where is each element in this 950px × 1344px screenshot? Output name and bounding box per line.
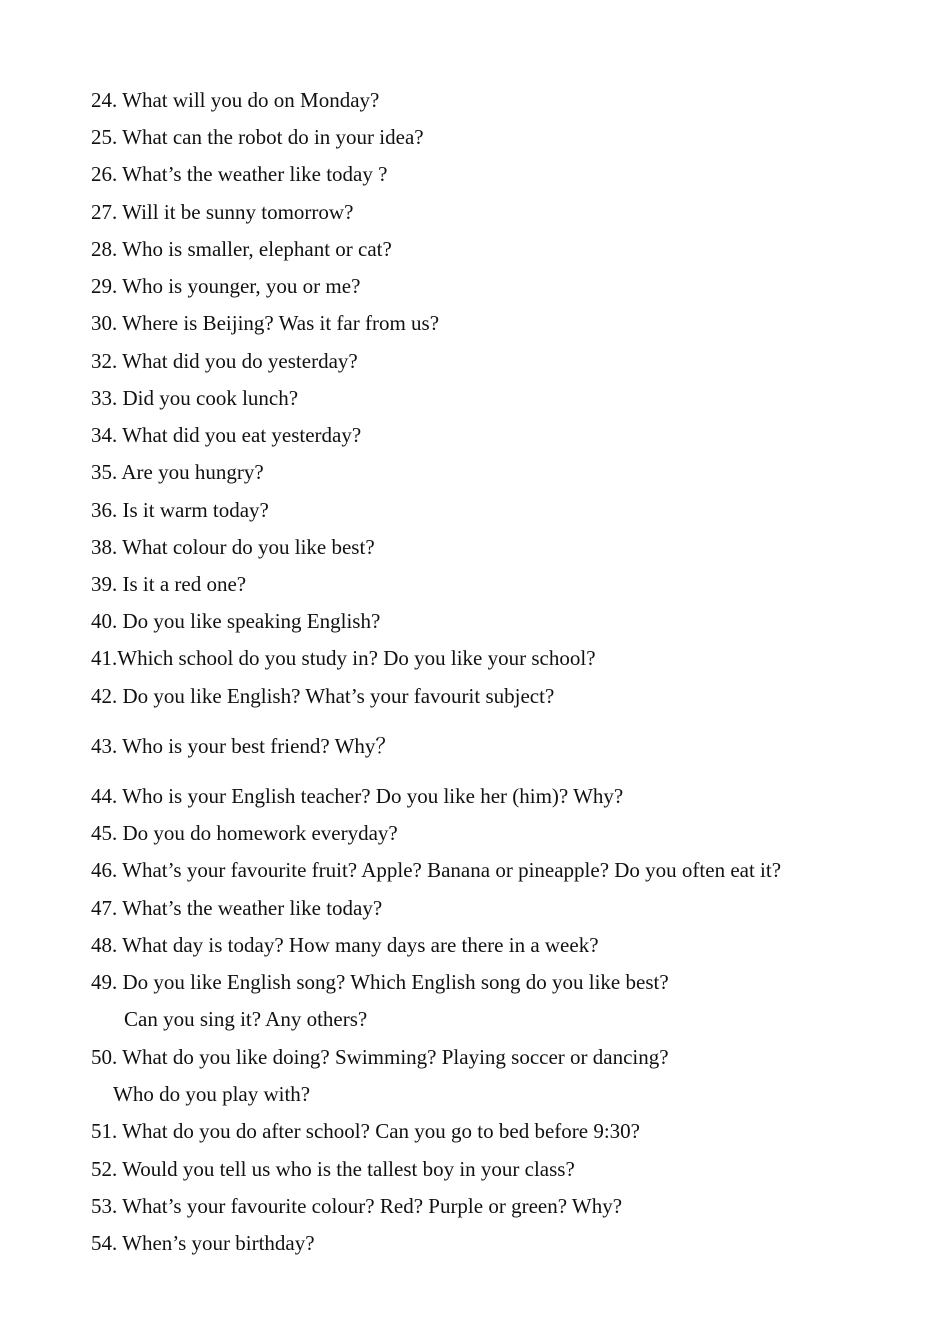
question-32: 32. What did you do yesterday? — [91, 349, 358, 373]
question-29: 29. Who is younger, you or me? — [91, 274, 361, 298]
question-27: 27. Will it be sunny tomorrow? — [91, 200, 354, 224]
question-40: 40. Do you like speaking English? — [91, 609, 381, 633]
question-24: 24. What will you do on Monday? — [91, 88, 380, 112]
question-49: 49. Do you like English song? Which English song do you like best? — [91, 970, 669, 994]
question-48: 48. What day is today? How many days are there in a week? — [91, 933, 599, 957]
question-52: 52. Would you tell us who is the tallest boy in your class? — [91, 1157, 575, 1181]
question-46: 46. What’s your favourite fruit? Apple? Banana or pineapple? Do you often eat it? — [91, 858, 782, 882]
question-45: 45. Do you do homework everyday? — [91, 821, 398, 845]
question-38: 38. What colour do you like best? — [91, 535, 375, 559]
question-54: 54. When’s your birthday? — [91, 1231, 315, 1255]
question-49-continuation: Can you sing it? Any others? — [124, 1007, 368, 1031]
question-53: 53. What’s your favourite colour? Red? Purple or green? Why? — [91, 1194, 623, 1218]
question-47: 47. What’s the weather like today? — [91, 896, 383, 920]
question-30: 30. Where is Beijing? Was it far from us? — [91, 311, 440, 335]
question-50: 50. What do you like doing? Swimming? Playing soccer or dancing? — [91, 1045, 669, 1069]
question-28: 28. Who is smaller, elephant or cat? — [91, 237, 392, 261]
question-33: 33. Did you cook lunch? — [91, 386, 299, 410]
question-51: 51. What do you do after school? Can you go to bed before 9:30? — [91, 1119, 640, 1143]
question-35: 35. Are you hungry? — [91, 460, 264, 484]
question-42: 42. Do you like English? What’s your favourit subject? — [91, 684, 555, 708]
question-50-continuation: Who do you play with? — [113, 1082, 311, 1106]
question-43: 43. Who is your best friend? Why？ — [91, 734, 397, 758]
question-25: 25. What can the robot do in your idea? — [91, 125, 424, 149]
question-41: 41.Which school do you study in? Do you like your school? — [91, 646, 596, 670]
question-39: 39. Is it a red one? — [91, 572, 247, 596]
question-26: 26. What’s the weather like today ? — [91, 162, 388, 186]
question-44: 44. Who is your English teacher? Do you like her (him)? Why? — [91, 784, 624, 808]
question-36: 36. Is it warm today? — [91, 498, 269, 522]
question-34: 34. What did you eat yesterday? — [91, 423, 362, 447]
